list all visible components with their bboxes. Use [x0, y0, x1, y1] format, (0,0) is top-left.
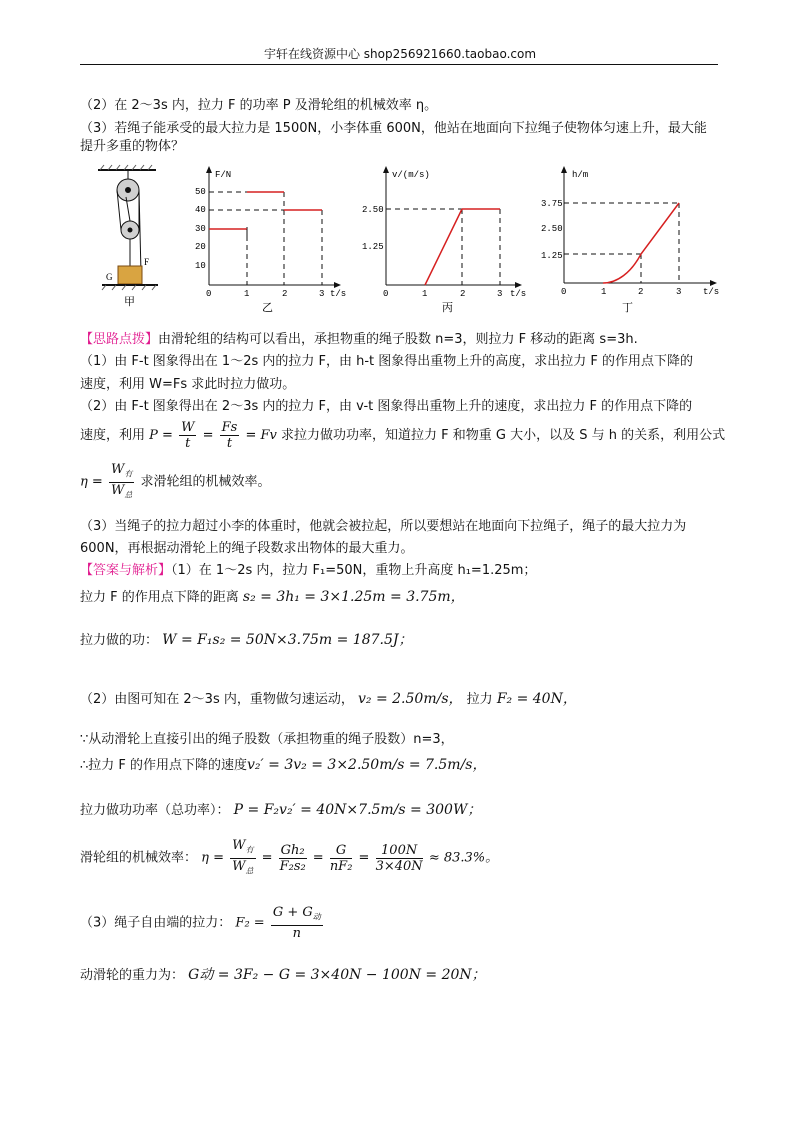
ding-ylabel: h/m [572, 170, 589, 180]
yi-ytick: 30 [195, 224, 206, 234]
ding-xlabel: t/s [703, 287, 720, 297]
answer-2-because: ∵从动滑轮上直接引出的绳子股数（承担物重的绳子股数）n=3， [80, 732, 454, 747]
answer-2-therefore: ∴拉力 F 的作用点下降的速度v₂′ = 3v₂ = 3×2.50m/s = 7.5m/s， [80, 757, 487, 773]
answer-1: 【答案与解析】（1）在 1～2s 内，拉力 F₁=50N，重物上升高度 h₁=1.25m； [80, 563, 537, 578]
yi-ytick: 20 [195, 242, 206, 252]
hint-p3b: 600N，再根据动滑轮上的绳子段数求出物体的最大重力。 [80, 541, 414, 556]
hint-p1b: 速度，利用 W=Fs 求此时拉力做功。 [80, 377, 296, 392]
ding-xtick: 0 [561, 287, 567, 297]
caption-yi: 乙 [262, 301, 273, 314]
caption-bing: 丙 [442, 301, 453, 314]
answer-tag: 【答案与解析】 [80, 563, 172, 578]
yi-ylabel: F/N [215, 170, 232, 180]
bing-ytick: 2.50 [362, 205, 384, 215]
ding-ytick: 2.50 [541, 224, 563, 234]
caption-jia: 甲 [124, 295, 135, 308]
hint-p2b: 速度，利用 P = $\frac{W}{t}$ = $\frac{Fs}{t}$ = Fv 求拉力做功功率，知道拉力 F 和物重 G 大小，以及 S 与 h 的关系，利用公式 [80, 420, 726, 451]
bing-xtick: 2 [460, 289, 466, 299]
bing-xtick: 3 [497, 289, 503, 299]
hint-line1: 【思路点拨】由滑轮组的结构可以看出，承担物重的绳子股数 n=3，则拉力 F 移动的距离 s=3h. [80, 332, 638, 347]
bing-xtick: 1 [422, 289, 428, 299]
yi-xtick: 2 [282, 289, 288, 299]
yi-ytick: 10 [195, 261, 206, 271]
header-rule [80, 64, 718, 65]
bing-xlabel: t/s [510, 289, 527, 299]
ding-ytick: 1.25 [541, 251, 563, 261]
hint-p2a: （2）由 F-t 图象得出在 2～3s 内的拉力 F，由 v-t 图象得出重物上升的速度，求出拉力 F 的作用点下降的 [80, 399, 693, 414]
bing-ytick: 1.25 [362, 242, 384, 252]
answer-2-efficiency: 滑轮组的机械效率： η = $\frac{W_有}{W_总}$ = $\frac{\text{Gh₂}}{\text{F₂s₂}}$ = $\frac{G}{\text{nF₂}}$ = $\frac{100N}{3\times 40N}$ ≈ 83.3%。 [80, 838, 499, 876]
yi-xtick: 3 [319, 289, 325, 299]
hint-tag: 【思路点拨】 [80, 332, 159, 347]
ding-xtick: 3 [676, 287, 682, 297]
ding-xtick: 1 [601, 287, 607, 297]
bing-xtick: 0 [383, 289, 389, 299]
answer-1-distance: 拉力 F 的作用点下降的距离 s₂ = 3h₁ = 3×1.25m = 3.75m， [80, 589, 465, 605]
yi-ytick: 40 [195, 205, 206, 215]
bing-ylabel: v/(m/s) [392, 170, 430, 180]
yi-xtick: 1 [244, 289, 250, 299]
yi-xtick: 0 [206, 289, 212, 299]
question-3-line2: 提升多重的物体？ [80, 139, 185, 154]
answer-2-power: 拉力做功功率（总功率）： P = F₂v₂′ = 40N×7.5m/s = 300W； [80, 802, 482, 818]
figure-ding [537, 165, 720, 314]
caption-ding: 丁 [622, 301, 633, 314]
yi-ytick: 50 [195, 187, 206, 197]
answer-3-pulley-weight: 动滑轮的重力为： G动 = 3F₂ − G = 3×40N − 100N = 20N； [80, 967, 486, 983]
ding-xtick: 2 [638, 287, 644, 297]
label-F: F [144, 257, 150, 267]
question-3-line1: （3）若绳子能承受的最大拉力是 1500N，小李体重 600N，他站在地面向下拉绳子使物体匀速上升，最大能 [80, 121, 707, 136]
answer-3: （3）绳子自由端的拉力： F₂ = $\frac{G + G_动}{n}$ [80, 905, 321, 941]
figure-bing [350, 165, 527, 314]
yi-xlabel: t/s [330, 289, 347, 299]
answer-1-work: 拉力做的功： W = F₁s₂ = 50N×3.75m = 187.5J； [80, 632, 413, 648]
hint-p3a: （3）当绳子的拉力超过小李的体重时，他就会被拉起，所以要想站在地面向下拉绳子，绳子的最大拉力为 [80, 519, 687, 534]
page-header: 宇轩在线资源中心 shop256921660.taobao.com [263, 47, 537, 61]
ding-ytick: 3.75 [541, 199, 563, 209]
pulley-figure [96, 165, 166, 310]
figure-yi [182, 165, 347, 314]
hint-p2c: η = $\frac{W_有}{W_总}$ 求滑轮组的机械效率。 [80, 462, 271, 500]
label-G: G [106, 272, 113, 282]
hint-p1a: （1）由 F-t 图象得出在 1～2s 内的拉力 F，由 h-t 图象得出重物上升的高度，求出拉力 F 的作用点下降的 [80, 354, 694, 369]
answer-2: （2）由图可知在 2～3s 内，重物做匀速运动， v₂ = 2.50m/s， 拉力 F₂ = 40N， [80, 691, 577, 707]
question-2: （2）在 2～3s 内，拉力 F 的功率 P 及滑轮组的机械效率 η。 [80, 98, 438, 113]
